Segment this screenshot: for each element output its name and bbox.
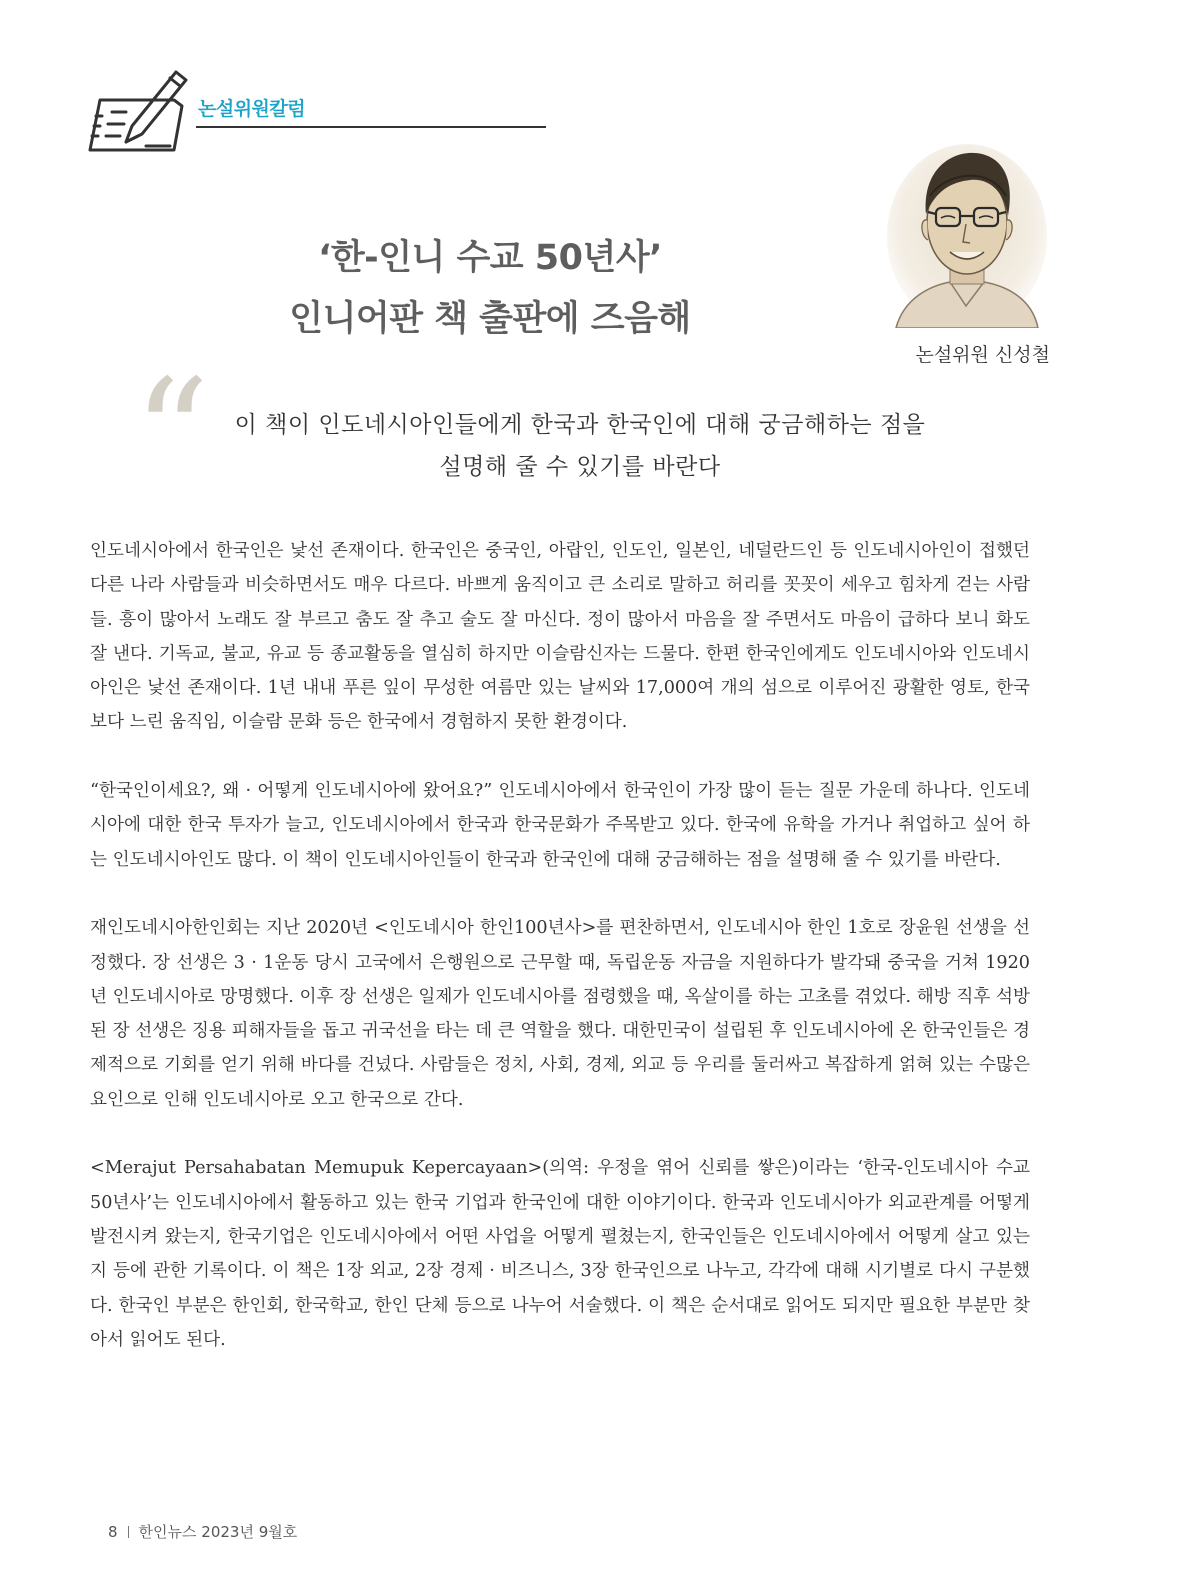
article-body: [90, 534, 1030, 1391]
title-line-1: ‘한-인니 수교 50년사’: [318, 238, 662, 278]
header-divider: [196, 126, 546, 128]
writing-pen-icon: [86, 66, 194, 152]
body-paragraph: 인도네시아에서 한국인은 낯선 존재이다. 한국인은 중국인, 아랍인, 인도인, 일본인, 네덜란드인 등 인도네시아인이 접했던 다른 나라 사람들과 비슷하면서도 매우 다르다. 바쁘게 움직이고 큰 소리로 말하고 허리를 꼿꼿이 세우고 힘차게 걷는 사람들. 흥이 많아서 노래도 잘 부르고 춤도 잘 추고 술도 잘 마신다. 정이 많아서 마음을 잘 주면서도 마음이 급하다 보니 화도 잘 낸다. 기독교, 불교, 유교 등 종교활동을 열심히 하지만 이슬람신자는 드물다. 한편 한국인에게도 인도네시아와 인도네시아인은 낯선 존재이다. 1년 내내 푸른 잎이 무성한 여름만 있는 날씨와 17,000여 개의 섬으로 이루어진 광활한 영토, 한국보다 느린 움직임, 이슬람 문화 등은 한국에서 경험하지 못한 환경이다.: [90, 541, 1030, 733]
publication-name: 한인뉴스 2023년 9월호: [138, 1523, 298, 1541]
quote-mark-icon: “: [133, 348, 210, 522]
author-portrait: [886, 126, 1048, 328]
body-paragraph: <Merajut Persahabatan Memupuk Kepercayaan>(의역: 우정을 엮어 신뢰를 쌓은)이라는 ‘한국-인도네시아 수교 50년사’는 인도네시아에서 활동하고 있는 한국 기업과 한국인에 대한 이야기이다. 한국과 인도네시아가 외교관계를 어떻게 발전시켜 왔는지, 한국기업은 인도네시아에서 어떤 사업을 어떻게 펼쳤는지, 한국인들은 인도네시아에서 어떻게 살고 있는지 등에 관한 기록이다. 이 책은 1장 외교, 2장 경제 · 비즈니스, 3장 한국인으로 나누고, 각각에 대해 시기별로 다시 구분했다. 한국인 부분은 한인회, 한국학교, 한인 단체 등으로 나누어 서술했다. 이 책은 순서대로 읽어도 되지만 필요한 부분만 찾아서 읽어도 된다.: [90, 1158, 1030, 1350]
title-line-2: 인니어판 책 출판에 즈음해: [289, 299, 691, 339]
article-title: [200, 228, 780, 350]
pull-quote-line-1: 이 책이 인도네시아인들에게 한국과 한국인에 대해 궁금해하는 점을: [234, 412, 926, 438]
author-byline: 논설위원 신성철: [915, 344, 1050, 366]
footer-separator: [128, 1526, 129, 1538]
pull-quote: [140, 404, 1020, 488]
section-label: 논설위원칼럼: [198, 98, 306, 120]
page-number: 8: [108, 1523, 118, 1541]
body-paragraph: 재인도네시아한인회는 지난 2020년 <인도네시아 한인100년사>를 편찬하면서, 인도네시아 한인 1호로 장윤원 선생을 선정했다. 장 선생은 3 · 1운동 당시 고국에서 은행원으로 근무할 때, 독립운동 자금을 지원하다가 발각돼 중국을 거쳐 1920년 인도네시아로 망명했다. 이후 장 선생은 일제가 인도네시아를 점령했을 때, 옥살이를 하는 고초를 겪었다. 해방 직후 석방된 장 선생은 징용 피해자들을 돕고 귀국선을 타는 데 큰 역할을 했다. 대한민국이 설립된 후 인도네시아에 온 한국인들은 경제적으로 기회를 얻기 위해 바다를 건넜다. 사람들은 정치, 사회, 경제, 외교 등 우리를 둘러싸고 복잡하게 얽혀 있는 수많은 요인으로 인해 인도네시아로 오고 한국으로 간다.: [90, 918, 1030, 1110]
pull-quote-line-2: 설명해 줄 수 있기를 바란다: [439, 454, 721, 480]
page-footer: [108, 1521, 297, 1542]
body-paragraph: “한국인이세요?, 왜 · 어떻게 인도네시아에 왔어요?” 인도네시아에서 한국인이 가장 많이 듣는 질문 가운데 하나다. 인도네시아에 대한 한국 투자가 늘고, 인도네시아에서 한국과 한국문화가 주목받고 있다. 한국에 유학을 가거나 취업하고 싶어 하는 인도네시아인도 많다. 이 책이 인도네시아인들이 한국과 한국인에 대해 궁금해하는 점을 설명해 줄 수 있기를 바란다.: [90, 781, 1030, 870]
